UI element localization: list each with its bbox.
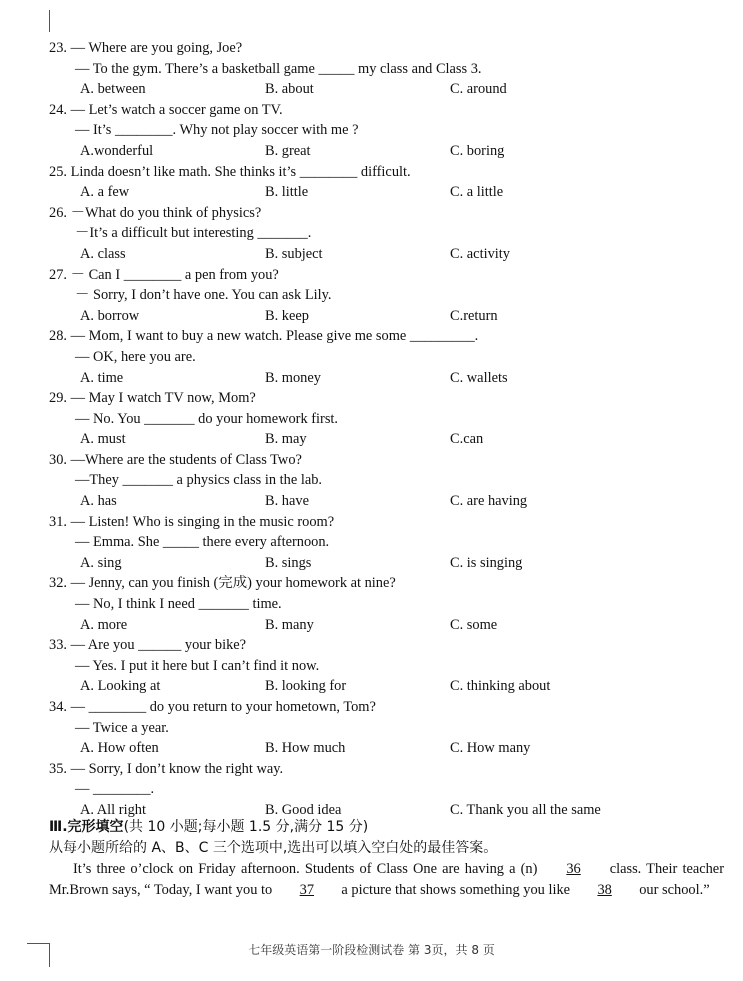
reply-line	[0, 532, 743, 553]
options-line	[0, 368, 743, 389]
reply-line	[0, 223, 743, 244]
reply-line	[0, 120, 743, 141]
option-c: C. activity	[450, 245, 510, 262]
question-reply: — Yes. I put it here but I can’t find it now.	[75, 657, 320, 674]
option-b: B. many	[265, 616, 314, 633]
question-list	[0, 38, 743, 821]
option-a: A.wonderful	[80, 142, 154, 159]
options-line	[0, 738, 743, 759]
option-b: B. may	[265, 431, 307, 448]
question-line	[0, 203, 743, 224]
option-b: B. subject	[265, 245, 323, 262]
option-a: A. more	[80, 616, 128, 633]
option-b: B. How much	[265, 740, 346, 757]
options-line	[0, 182, 743, 203]
question-reply: — Emma. She _____ there every afternoon.	[75, 534, 330, 551]
option-a: A. borrow	[80, 307, 140, 324]
passage-text: It’s three o’clock on Friday afternoon. Students of Class One are having a (n)	[73, 861, 543, 877]
reply-line	[0, 347, 743, 368]
question-stem: 35. — Sorry, I don’t know the right way.	[49, 760, 284, 777]
option-c: C. thinking about	[450, 678, 551, 695]
reply-line	[0, 470, 743, 491]
question-reply: — To the gym. There’s a basketball game _____ my class and Class 3.	[75, 60, 482, 77]
option-a: A. sing	[80, 554, 122, 571]
question-stem: 26. －What do you think of physics?	[49, 204, 262, 221]
option-a: A. must	[80, 431, 126, 448]
option-a: A. has	[80, 493, 117, 510]
option-a: A. time	[80, 369, 124, 386]
question-stem: 23. — Where are you going, Joe?	[49, 40, 243, 56]
option-b: B. sings	[265, 554, 312, 571]
passage-text: our school.”	[635, 881, 710, 898]
question-reply: — Twice a year.	[75, 719, 169, 736]
blank-37: 37	[299, 881, 315, 898]
question-line	[0, 697, 743, 718]
options-line	[0, 676, 743, 697]
question-reply: — No. You _______ do your homework first.	[75, 410, 339, 427]
reply-line	[0, 285, 743, 306]
option-b: B. about	[265, 81, 314, 98]
option-c: C. Thank you all the same	[450, 801, 601, 818]
option-b: B. little	[265, 184, 309, 201]
question-reply: —They _______ a physics class in the lab.	[75, 472, 322, 489]
page-footer: 七年级英语第一阶段检测试卷 第 3页，共 8 页	[248, 943, 495, 957]
option-a: A. All right	[80, 801, 146, 818]
question-line	[0, 162, 743, 183]
options-line	[0, 306, 743, 327]
option-c: C.can	[450, 431, 484, 448]
option-c: C.return	[450, 307, 498, 324]
question-reply: — OK, here you are.	[75, 348, 196, 365]
option-a: A. Looking at	[80, 678, 161, 695]
question-reply: — It’s ________. Why not play soccer with me ?	[75, 122, 359, 139]
question-stem: 30. —Where are the students of Class Two?	[49, 451, 302, 468]
question-reply: － Sorry, I don’t have one. You can ask Lily.	[75, 287, 332, 304]
question-reply: — No, I think I need _______ time.	[75, 596, 282, 613]
options-line	[0, 244, 743, 265]
question-reply: －It’s a difficult but interesting _______.	[75, 225, 312, 242]
question-reply: — ________.	[75, 781, 155, 798]
option-c: C. around	[450, 81, 507, 98]
option-c: C. boring	[450, 142, 505, 159]
question-line	[0, 326, 743, 347]
question-stem: 25. Linda doesn’t like math. She thinks it’s ________ difficult.	[49, 163, 411, 180]
question-line	[0, 100, 743, 121]
option-b: B. keep	[265, 307, 309, 324]
question-line	[0, 388, 743, 409]
option-b: B. great	[265, 142, 311, 159]
options-line	[0, 491, 743, 512]
section-scoring: (共 10 小题;每小题 1.5 分,满分 15 分)	[123, 819, 369, 835]
options-line	[0, 615, 743, 636]
blank-38: 38	[597, 881, 612, 898]
options-line	[0, 429, 743, 450]
option-c: C. some	[450, 616, 498, 633]
section-instruction: 从每小题所给的 A、B、C 三个选项中,选出可以填入空白处的最佳答案。	[49, 840, 498, 856]
reply-line	[0, 594, 743, 615]
question-stem: 27. － Can I ________ a pen from you?	[49, 266, 279, 283]
question-stem: 31. — Listen! Who is singing in the music room?	[49, 513, 335, 530]
question-line	[0, 759, 743, 780]
question-line	[0, 635, 743, 656]
option-c: C. are having	[450, 493, 528, 510]
reply-line	[0, 409, 743, 430]
reply-line	[0, 59, 743, 80]
option-a: A. between	[80, 81, 146, 98]
option-c: C. How many	[450, 740, 531, 757]
section-heading	[49, 817, 724, 837]
blank-36: 36	[566, 861, 581, 877]
option-c: C. a little	[450, 184, 504, 201]
options-line	[0, 141, 743, 162]
reply-line	[0, 718, 743, 739]
question-stem: 33. — Are you ______ your bike?	[49, 637, 247, 654]
option-b: B. have	[265, 493, 309, 510]
question-line	[0, 450, 743, 471]
passage-text: class. Their teacher Mr.Brown says, “ Today, I want you to	[49, 861, 724, 898]
passage-text: a picture that shows something you like	[337, 881, 574, 898]
option-b: B. money	[265, 369, 321, 386]
reply-line	[0, 779, 743, 800]
option-b: B. Good idea	[265, 801, 342, 818]
question-line	[0, 573, 743, 594]
option-a: A. class	[80, 245, 126, 262]
question-stem: 24. — Let’s watch a soccer game on TV.	[49, 101, 283, 118]
question-line	[0, 265, 743, 286]
section-title: Ⅲ.完形填空	[49, 819, 124, 835]
option-b: B. looking for	[265, 678, 347, 695]
option-a: A. a few	[80, 184, 130, 201]
question-stem: 32. — Jenny, can you finish (完成) your homework at nine?	[49, 575, 396, 592]
question-line	[0, 38, 743, 59]
question-line	[0, 512, 743, 533]
cloze-passage	[49, 859, 724, 900]
options-line	[0, 553, 743, 574]
question-stem: 28. — Mom, I want to buy a new watch. Please give me some _________.	[49, 328, 479, 345]
question-stem: 34. — ________ do you return to your hometown, Tom?	[49, 699, 376, 715]
reply-line	[0, 656, 743, 677]
options-line	[0, 79, 743, 100]
question-stem: 29. — May I watch TV now, Mom?	[49, 390, 256, 407]
option-a: A. How often	[80, 740, 159, 757]
corner-crop-mark-top	[49, 10, 50, 32]
option-c: C. is singing	[450, 554, 523, 571]
option-c: C. wallets	[450, 369, 508, 386]
